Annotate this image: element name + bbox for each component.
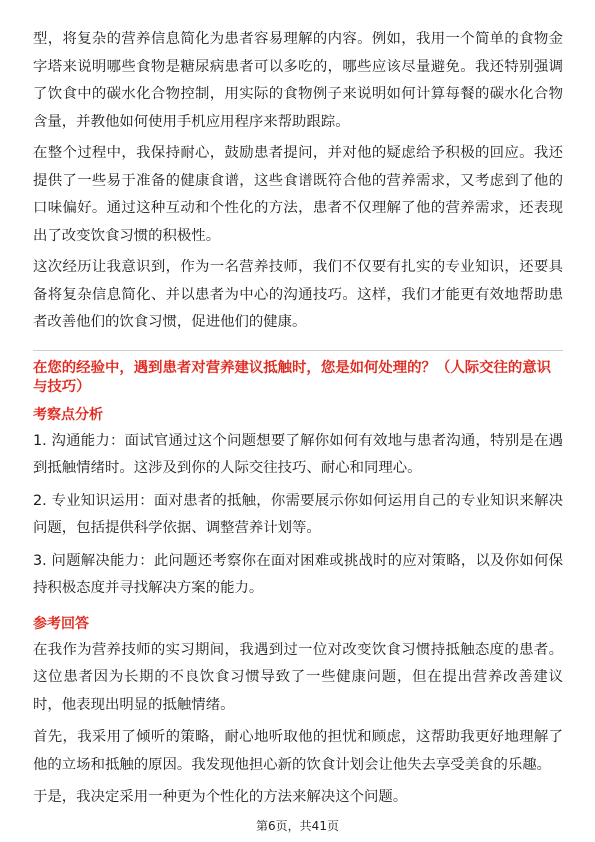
section-divider — [33, 350, 563, 351]
intro-paragraph-3: 这次经历让我意识到，作为一名营养技师，我们不仅要有扎实的专业知识，还要具备将复杂信息简化、并以患者为中心的沟通技巧。这样，我们才能更有效地帮助患者改善他们的饮食习惯，促进他们的健康。 — [33, 259, 563, 330]
answer-paragraph-2: 首先，我采用了倾听的策略，耐心地听取他的担忧和顾虑，这帮助我更好地理解了他的立场和抵触的原因。我发现他担心新的饮食计划会让他失去享受美食的乐趣。 — [33, 729, 563, 773]
answer-paragraph-3: 于是，我决定采用一种更为个性化的方法来解决这个问题。 — [33, 789, 408, 805]
answer-paragraph-1: 在我作为营养技师的实习期间，我遇到过一位对改变饮食习惯持抵触态度的患者。这位患者因为长期的不良饮食习惯导致了一些健康问题，但在提出营养改善建议时，他表现出明显的抵触情绪。 — [33, 641, 563, 713]
interview-question: 在您的经验中，遇到患者对营养建议抵触时，您是如何处理的？（人际交往的意识与技巧） — [33, 359, 552, 395]
answer-heading: 参考回答 — [33, 615, 89, 632]
intro-paragraph-1: 型，将复杂的营养信息简化为患者容易理解的内容。例如，我用一个简单的食物金字塔来说明哪些食物是糖尿病患者可以多吃的，哪些应该尽量避免。我还特别强调了饮食中的碳水化合物控制，用实际的食物例子来说明如何计算每餐的碳水化合物含量，并教他如何使用手机应用程序来帮助跟踪。 — [33, 31, 563, 130]
intro-paragraph-2: 在整个过程中，我保持耐心，鼓励患者提问，并对他的疑虑给予积极的回应。我还提供了一些易于准备的健康食谱，这些食谱既符合他的营养需求，又考虑到了他的口味偏好。通过这种互动和个性化的方法，患者不仅理解了他的营养需求，还表现出了改变饮食习惯的积极性。 — [33, 145, 563, 244]
analysis-heading: 考察点分析 — [33, 406, 103, 423]
analysis-item-1: 1. 沟通能力：面试官通过这个问题想要了解你如何有效地与患者沟通，特别是在遇到抵触情绪时。这涉及到你的人际交往技巧、耐心和同理心。 — [33, 432, 563, 476]
analysis-item-2: 2. 专业知识运用：面对患者的抵触，你需要展示你如何运用自己的专业知识来解决问题，包括提供科学依据、调整营养计划等。 — [33, 492, 563, 536]
analysis-item-3: 3. 问题解决能力：此问题还考察你在面对困难或挑战时的应对策略，以及你如何保持积极态度并寻找解决方案的能力。 — [33, 552, 563, 596]
document-page — [33, 0, 563, 812]
page-number: 第6页，共41页 — [256, 819, 339, 833]
